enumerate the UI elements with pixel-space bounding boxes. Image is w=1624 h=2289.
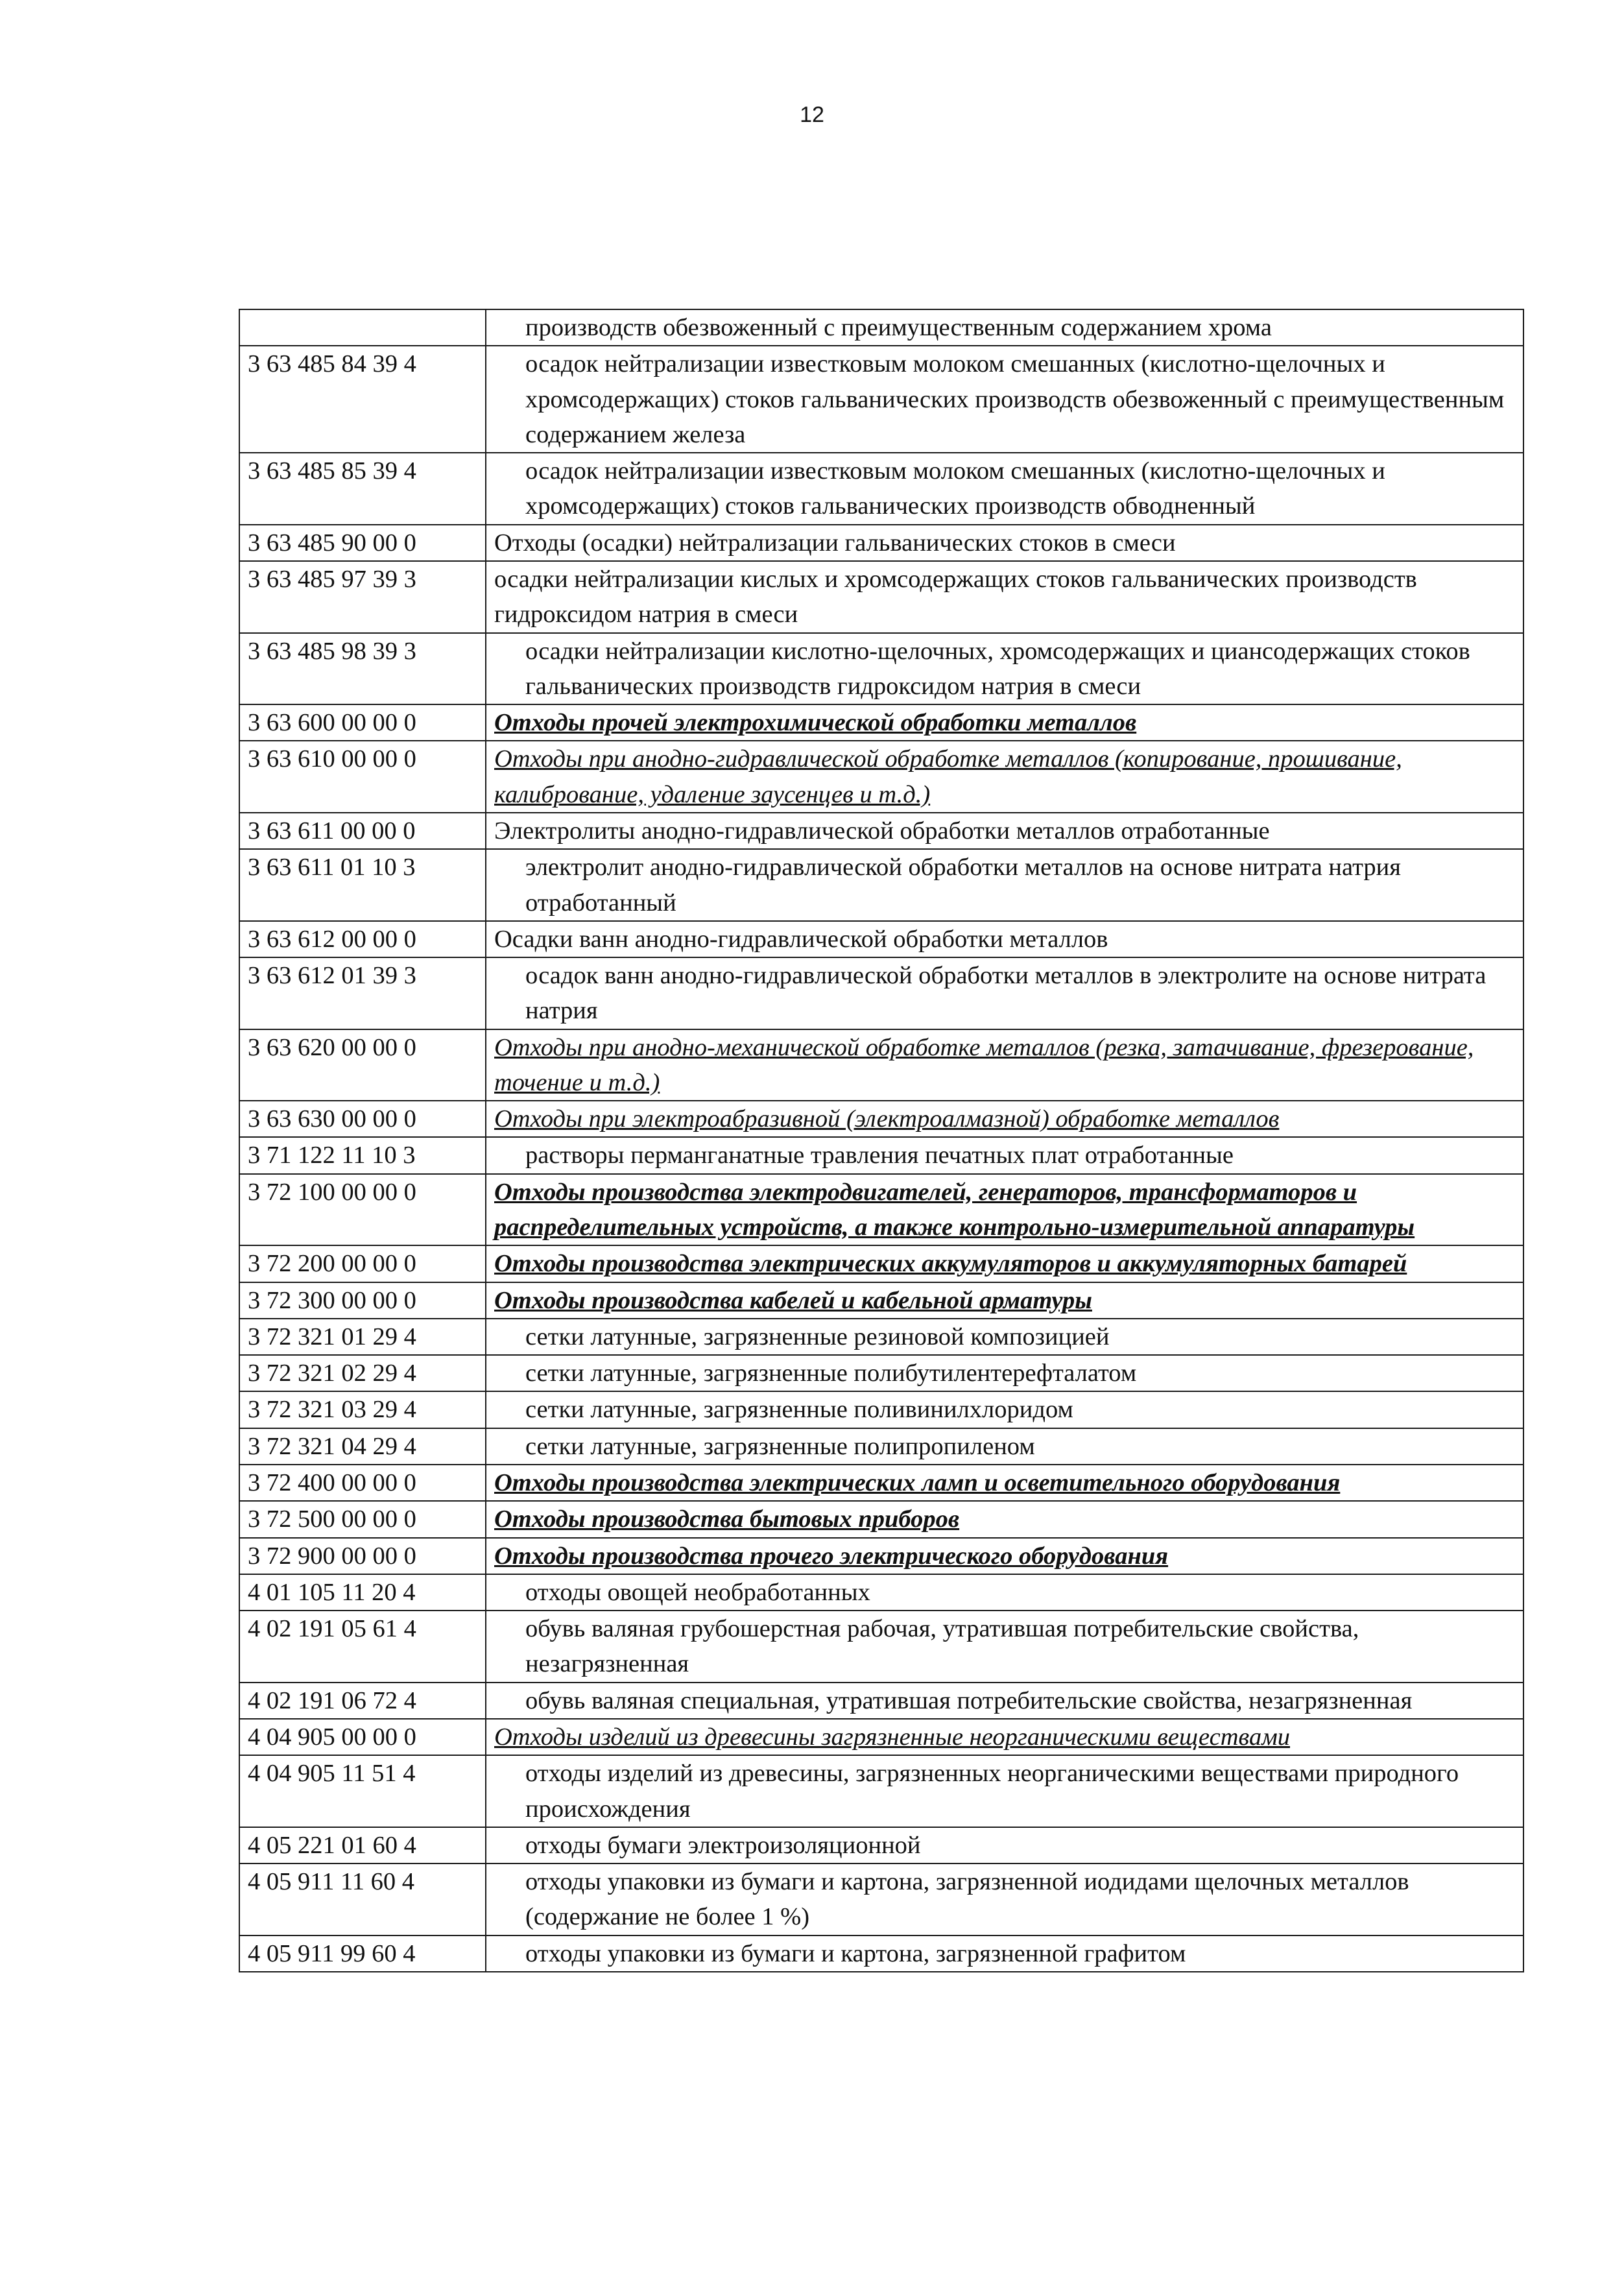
- waste-code-cell: 3 63 600 00 00 0: [239, 704, 486, 741]
- waste-name-cell: Отходы производства бытовых приборов: [486, 1501, 1523, 1537]
- waste-name-cell: отходы овощей необработанных: [486, 1574, 1523, 1611]
- waste-name-cell: Отходы производства электрических ламп и осветительного оборудования: [486, 1465, 1523, 1501]
- waste-name-cell: осадок нейтрализации известковым молоком смешанных (кислотно-щелочных и хромсодержащих) стоков гальванических производств обезвоженный с преимущественным содержанием железа: [486, 346, 1523, 453]
- waste-code-cell: 3 63 610 00 00 0: [239, 741, 486, 813]
- waste-code-cell: 4 01 105 11 20 4: [239, 1574, 486, 1611]
- table-row: [239, 1245, 1523, 1282]
- waste-name-cell: отходы упаковки из бумаги и картона, загрязненной графитом: [486, 1935, 1523, 1972]
- waste-name-cell: Отходы производства электродвигателей, генераторов, трансформаторов и распределительных устройств, а также контрольно-измерительной аппаратуры: [486, 1174, 1523, 1246]
- waste-name-cell: осадок ванн анодно-гидравлической обработки металлов в электролите на основе нитрата натрия: [486, 957, 1523, 1029]
- waste-name-cell: Отходы прочей электрохимической обработки металлов: [486, 704, 1523, 741]
- waste-name-cell: производств обезвоженный с преимущественным содержанием хрома: [486, 309, 1523, 346]
- waste-code-cell: 3 63 485 84 39 4: [239, 346, 486, 453]
- table-row: [239, 1864, 1523, 1935]
- waste-name-cell: Отходы изделий из древесины загрязненные неорганическими веществами: [486, 1719, 1523, 1755]
- table-row: [239, 1319, 1523, 1355]
- table-row: [239, 957, 1523, 1029]
- waste-code-cell: 3 72 900 00 00 0: [239, 1538, 486, 1574]
- waste-name-cell: Осадки ванн анодно-гидравлической обработки металлов: [486, 921, 1523, 957]
- table-row: [239, 1101, 1523, 1137]
- table-row: [239, 1683, 1523, 1719]
- table-row: [239, 741, 1523, 813]
- waste-name-cell: осадки нейтрализации кислых и хромсодержащих стоков гальванических производств гидроксидом натрия в смеси: [486, 561, 1523, 633]
- waste-name-cell: растворы перманганатные травления печатных плат отработанные: [486, 1137, 1523, 1173]
- table-row: [239, 921, 1523, 957]
- table-row: [239, 1501, 1523, 1537]
- waste-classification-table: [239, 309, 1524, 1972]
- waste-name-cell: обувь валяная специальная, утратившая потребительские свойства, незагрязненная: [486, 1683, 1523, 1719]
- waste-name-cell: отходы изделий из древесины, загрязненных неорганическими веществами природного происхождения: [486, 1755, 1523, 1827]
- waste-name-cell: сетки латунные, загрязненные полипропиленом: [486, 1428, 1523, 1465]
- waste-name-cell: осадки нейтрализации кислотно-щелочных, хромсодержащих и циансодержащих стоков гальванических производств гидроксидом натрия в смеси: [486, 633, 1523, 705]
- waste-code-cell: 3 72 321 03 29 4: [239, 1391, 486, 1428]
- waste-name-cell: отходы упаковки из бумаги и картона, загрязненной иодидами щелочных металлов (содержание не более 1 %): [486, 1864, 1523, 1935]
- table-row: [239, 1391, 1523, 1428]
- table-row: [239, 1282, 1523, 1319]
- table-row: [239, 1574, 1523, 1611]
- waste-name-cell: Отходы (осадки) нейтрализации гальванических стоков в смеси: [486, 525, 1523, 561]
- waste-code-cell: 4 05 911 99 60 4: [239, 1935, 486, 1972]
- table-row: [239, 1029, 1523, 1101]
- waste-code-cell: 3 72 300 00 00 0: [239, 1282, 486, 1319]
- table-row: [239, 633, 1523, 705]
- waste-code-cell: 3 63 611 00 00 0: [239, 813, 486, 849]
- waste-name-cell: Отходы при электроабразивной (электроалмазной) обработке металлов: [486, 1101, 1523, 1137]
- table-row: [239, 309, 1523, 346]
- waste-code-cell: 3 63 612 00 00 0: [239, 921, 486, 957]
- waste-code-cell: 3 63 485 98 39 3: [239, 633, 486, 705]
- table-row: [239, 1538, 1523, 1574]
- waste-code-cell: 3 72 400 00 00 0: [239, 1465, 486, 1501]
- waste-name-cell: Отходы производства кабелей и кабельной арматуры: [486, 1282, 1523, 1319]
- table-row: [239, 1719, 1523, 1755]
- waste-code-cell: 3 63 630 00 00 0: [239, 1101, 486, 1137]
- waste-code-cell: 3 63 612 01 39 3: [239, 957, 486, 1029]
- waste-code-cell: 4 05 911 11 60 4: [239, 1864, 486, 1935]
- waste-code-cell: [239, 309, 486, 346]
- waste-name-cell: Электролиты анодно-гидравлической обработки металлов отработанные: [486, 813, 1523, 849]
- waste-name-cell: отходы бумаги электроизоляционной: [486, 1827, 1523, 1864]
- table-row: [239, 1174, 1523, 1246]
- table-row: [239, 1935, 1523, 1972]
- table-row: [239, 346, 1523, 453]
- table-row: [239, 1827, 1523, 1864]
- table-row: [239, 813, 1523, 849]
- waste-code-cell: 4 02 191 06 72 4: [239, 1683, 486, 1719]
- waste-code-cell: 3 63 485 90 00 0: [239, 525, 486, 561]
- waste-name-cell: сетки латунные, загрязненные полибутилентерефталатом: [486, 1355, 1523, 1391]
- waste-code-cell: 3 72 321 02 29 4: [239, 1355, 486, 1391]
- waste-name-cell: осадок нейтрализации известковым молоком смешанных (кислотно-щелочных и хромсодержащих) стоков гальванических производств обводненный: [486, 453, 1523, 525]
- waste-code-cell: 3 72 321 01 29 4: [239, 1319, 486, 1355]
- waste-code-cell: 3 72 500 00 00 0: [239, 1501, 486, 1537]
- waste-name-cell: сетки латунные, загрязненные поливинилхлоридом: [486, 1391, 1523, 1428]
- table-row: [239, 525, 1523, 561]
- waste-name-cell: Отходы при анодно-гидравлической обработке металлов (копирование, прошивание, калибрование, удаление заусенцев и т.д.): [486, 741, 1523, 813]
- table-row: [239, 1137, 1523, 1173]
- waste-code-cell: 4 04 905 00 00 0: [239, 1719, 486, 1755]
- waste-code-cell: 4 04 905 11 51 4: [239, 1755, 486, 1827]
- waste-name-cell: Отходы производства электрических аккумуляторов и аккумуляторных батарей: [486, 1245, 1523, 1282]
- waste-name-cell: Отходы при анодно-механической обработке металлов (резка, затачивание, фрезерование, точение и т.д.): [486, 1029, 1523, 1101]
- table-row: [239, 1428, 1523, 1465]
- waste-code-cell: 3 72 100 00 00 0: [239, 1174, 486, 1246]
- table-row: [239, 1755, 1523, 1827]
- waste-code-cell: 3 72 200 00 00 0: [239, 1245, 486, 1282]
- table-row: [239, 849, 1523, 921]
- waste-code-cell: 4 02 191 05 61 4: [239, 1611, 486, 1683]
- table-row: [239, 561, 1523, 633]
- waste-name-cell: обувь валяная грубошерстная рабочая, утратившая потребительские свойства, незагрязненная: [486, 1611, 1523, 1683]
- page-number: 12: [800, 102, 824, 127]
- waste-code-cell: 3 63 485 97 39 3: [239, 561, 486, 633]
- table-row: [239, 704, 1523, 741]
- waste-name-cell: Отходы производства прочего электрического оборудования: [486, 1538, 1523, 1574]
- waste-code-cell: 3 63 611 01 10 3: [239, 849, 486, 921]
- table-body: [239, 309, 1523, 1972]
- waste-name-cell: электролит анодно-гидравлической обработки металлов на основе нитрата натрия отработанный: [486, 849, 1523, 921]
- table-row: [239, 1465, 1523, 1501]
- waste-name-cell: сетки латунные, загрязненные резиновой композицией: [486, 1319, 1523, 1355]
- waste-code-cell: 3 63 620 00 00 0: [239, 1029, 486, 1101]
- waste-code-cell: 4 05 221 01 60 4: [239, 1827, 486, 1864]
- waste-code-cell: 3 63 485 85 39 4: [239, 453, 486, 525]
- table-row: [239, 453, 1523, 525]
- table-row: [239, 1611, 1523, 1683]
- waste-code-cell: 3 71 122 11 10 3: [239, 1137, 486, 1173]
- waste-code-cell: 3 72 321 04 29 4: [239, 1428, 486, 1465]
- table-row: [239, 1355, 1523, 1391]
